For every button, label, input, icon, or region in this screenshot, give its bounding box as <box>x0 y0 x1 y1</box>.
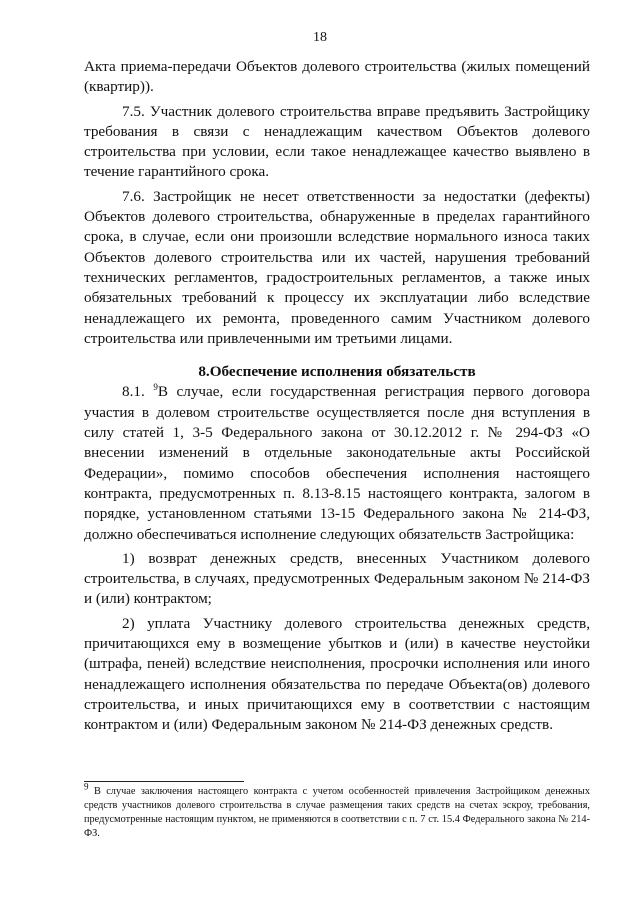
section-title: 8.Обеспечение исполнения обязательств <box>198 363 476 381</box>
paragraph-7-5: 7.5. Участник долевого строительства вправе предъявить Застройщику требования в связи с ненадлежащим качеством Объектов долевого строительства при условии, если такое ненадлежащее качество выявлено в течение гарантийного срока. <box>84 102 590 181</box>
footnote-marker: 9 <box>84 781 89 792</box>
clause-text: В случае, если государственная регистрация первого договора участия в долевом строительстве осуществляется после дня вступления в силу статей 1, 3-5 Федерального закона от 30.12.2012 г. № 294-ФЗ «О внесении изменений в отдельные законодательные акты Российской Федерации», помимо способов обеспечения исполнения настоящего контракта, предусмотренных п. 8.13-8.15 настоящего контракта, залогом в порядке, установленном статьями 13-15 Федерального закона № 214-ФЗ, должно обеспечиваться исполнение следующих обязательств Застройщика: <box>84 383 591 543</box>
list-item-1: 1) возврат денежных средств, внесенных Участником долевого строительства, в случаях, предусмотренных Федеральным законом № 214-ФЗ и (или) контрактом; <box>84 549 590 608</box>
paragraph-continuation: Акта приема-передачи Объектов долевого строительства (жилых помещений (квартир)). <box>84 58 590 96</box>
page-number: 18 <box>313 30 327 45</box>
list-item-2: 2) уплата Участнику долевого строительства денежных средств, причитающихся ему в возмещение убытков и (или) в качестве неустойки (штрафа, пеней) вследствие неисполнения, просрочки исполнения или иного ненадлежащего исполнения обязательства по передаче Объекта(ов) долевого строительства, и иных причитающихся ему в соответствии с настоящим контрактом и (или) Федеральным законом № 214-ФЗ денежных средств. <box>84 614 590 734</box>
paragraph-8-1 <box>84 382 590 544</box>
footnote <box>84 781 590 841</box>
footnote-reference: 9 <box>153 382 158 393</box>
footnote-separator <box>84 781 244 782</box>
paragraph-7-6: 7.6. Застройщик не несет ответственности за недостатки (дефекты) Объектов долевого строительства, обнаруженные в пределах гарантийного срока, в случае, если они произошли вследствие нормального износа таких Объектов долевого строительства или их частей, нарушения требований технических регламентов, градостроительных регламентов, а также иных обязательных требований к процессу их эксплуатации либо вследствие ненадлежащего их ремонта, проведенного самим Участником долевого строительства или привлеченными им третьими лицами. <box>84 187 590 347</box>
clause-number: 8.1. <box>122 383 145 401</box>
footnote-text: В случае заключения настоящего контракта с учетом особенностей привлечения Застройщиком денежных средств участников долевого строительства в случае размещения таких средств на счетах эскроу, требования, предусмотренные настоящим пунктом, не применяются в соответствии с п. 7 ст. 15.4 Федерального закона № 214-ФЗ. <box>84 786 590 839</box>
document-body <box>84 57 590 740</box>
